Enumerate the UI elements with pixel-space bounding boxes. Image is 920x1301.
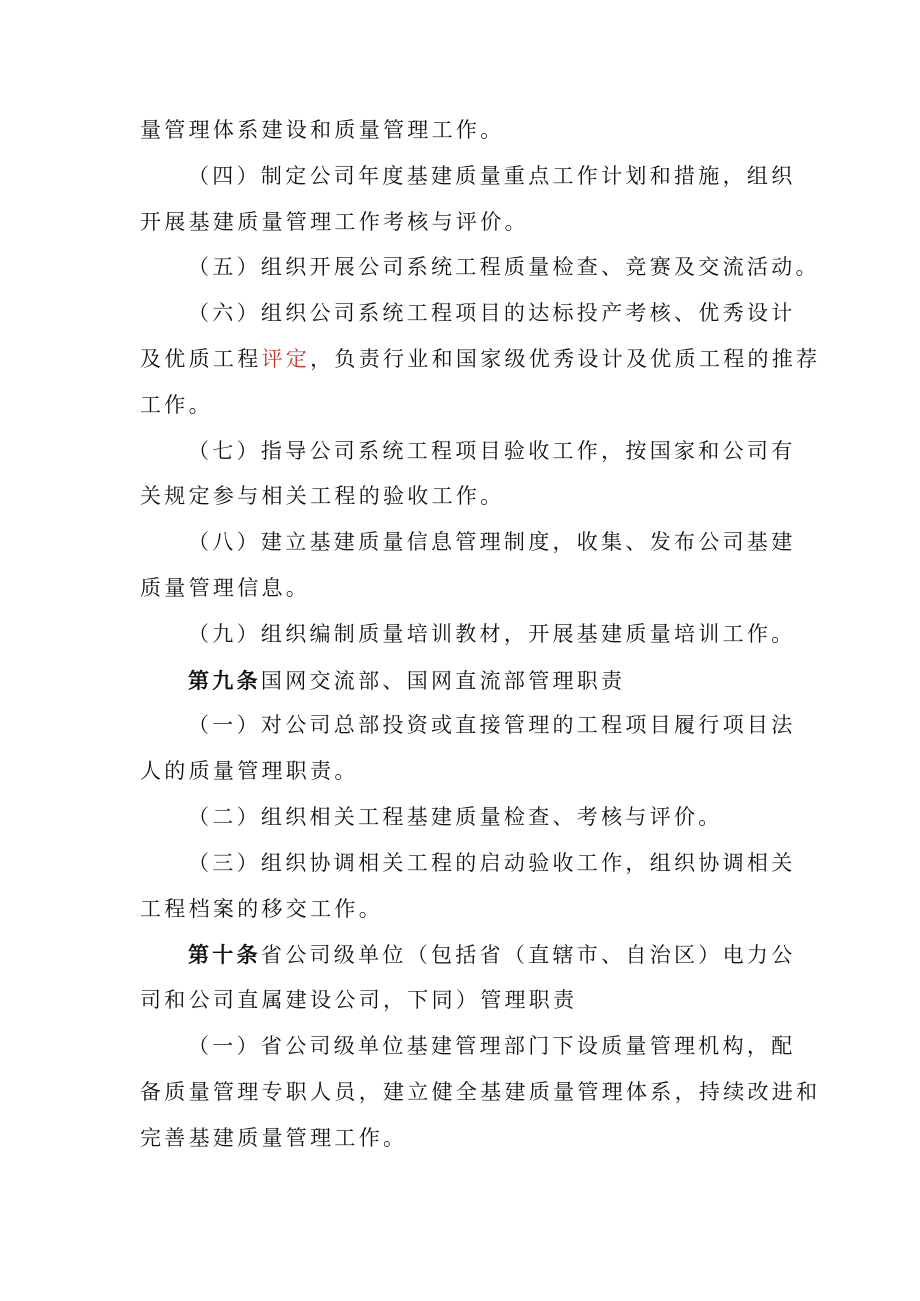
- text-run: 及优质工程: [140, 346, 262, 371]
- article-number: 第十条: [188, 942, 261, 968]
- text-line: 司和公司直属建设公司，下同）管理职责: [140, 988, 578, 1013]
- text-line: （六）组织公司系统工程项目的达标投产考核、优秀设计: [188, 301, 796, 326]
- text-line: 人的质量管理职责。: [140, 759, 359, 784]
- article-title: 省公司级单位（包括省（直辖市、自治区）电力公: [260, 943, 796, 968]
- article-title: 国网交流部、国网直流部管理职责: [260, 668, 626, 693]
- text-line: （三）组织协调相关工程的启动验收工作，组织协调相关: [188, 850, 796, 875]
- text-line: （四）制定公司年度基建质量重点工作计划和措施，组织: [188, 163, 796, 188]
- text-line: （五）组织开展公司系统工程质量检查、竞赛及交流活动。: [188, 255, 820, 280]
- text-line: （一）省公司级单位基建管理部门下设质量管理机构，配: [188, 1033, 796, 1058]
- text-line: （八）建立基建质量信息管理制度，收集、发布公司基建: [188, 530, 796, 555]
- text-line: 备质量管理专职人员，建立健全基建质量管理体系，持续改进和: [140, 1079, 821, 1104]
- text-line: （二）组织相关工程基建质量检查、考核与评价。: [188, 804, 723, 829]
- document-page: [140, 108, 821, 1161]
- text-line: 关规定参与相关工程的验收工作。: [140, 484, 505, 509]
- text-line: （七）指导公司系统工程项目验收工作，按国家和公司有: [188, 438, 796, 463]
- text-line: [140, 337, 821, 383]
- text-line: 质量管理信息。: [140, 575, 311, 600]
- text-line: 量管理体系建设和质量管理工作。: [140, 118, 505, 142]
- text-line: 完善基建质量管理工作。: [140, 1125, 408, 1150]
- text-line: 工作。: [140, 392, 213, 417]
- text-line: （一）对公司总部投资或直接管理的工程项目履行项目法: [188, 713, 796, 738]
- text-line: （九）组织编制质量培训教材，开展基建质量培训工作。: [188, 621, 796, 646]
- highlighted-text: 评定: [261, 346, 311, 371]
- text-line: 工程档案的移交工作。: [140, 896, 383, 921]
- text-line: 开展基建质量管理工作考核与评价。: [140, 209, 529, 234]
- article-number: 第九条: [188, 667, 261, 693]
- text-run: ，负责行业和国家级优秀设计及优质工程的推荐: [310, 346, 821, 371]
- article-heading-10: [140, 932, 796, 978]
- article-heading-9: [140, 658, 780, 704]
